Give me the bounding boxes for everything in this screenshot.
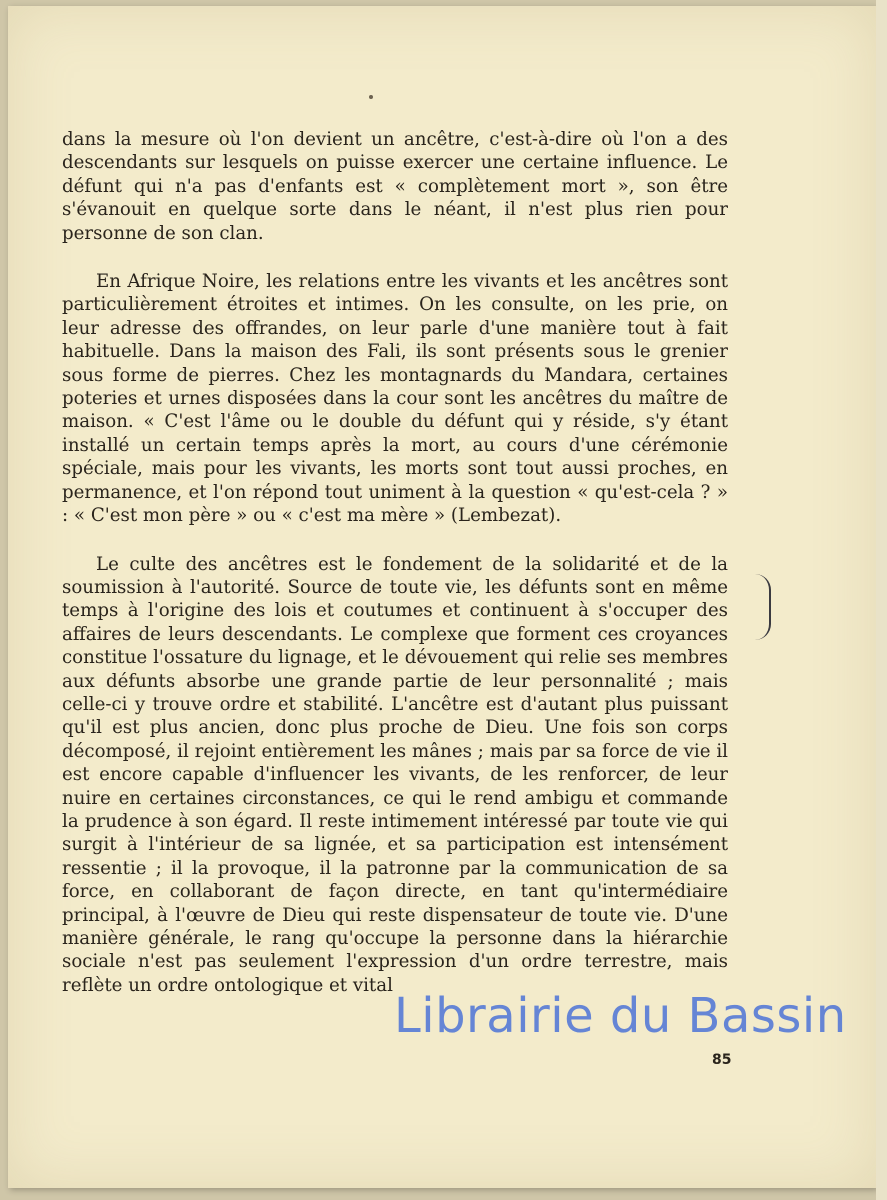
- paragraph-2: En Afrique Noire, les relations entre les vivants et les ancêtres sont particulièrement étroites et intimes. On les consulte, on les prie, on leur adresse des offrandes, on leur parle d'une manière tout à fait habituelle. Dans la maison des Fali, ils sont présents sous le grenier sous forme de pierres. Chez les montagnards du Mandara, certaines poteries et urnes disposées dans la cour sont les ancêtres du maître de maison. « C'est l'âme ou le double du défunt qui y réside, s'y étant installé un certain temps après la mort, au cours d'une cérémonie spéciale, mais pour les vivants, les morts sont tout aussi proches, en permanence, et l'on répond tout uniment à la question « qu'est-cela ? » : « C'est mon père » ou « c'est ma mère » (Lembezat).: [62, 271, 728, 527]
- paragraph-3: Le culte des ancêtres est le fondement de la solidarité et de la soumission à l'autorité. Source de toute vie, les défunts sont en même temps à l'origine des lois et coutumes et continuent à s'occuper des affaires de leurs descendants. Le complexe que forment ces croyances constitue l'ossature du lignage, et le dévouement qui relie ses membres aux défunts absorbe une grande partie de leur personnalité ; mais celle-ci y trouve ordre et stabilité. L'ancêtre est d'autant plus puissant qu'il est plus ancien, donc plus proche de Dieu. Une fois son corps décomposé, il rejoint entièrement les mânes ; mais par sa force de vie il est encore capable d'influencer les vivants, de les renforcer, de leur nuire en certaines circonstances, ce qui le rend ambigu et commande la prudence à son égard. Il reste intimement intéressé par toute vie qui surgit à l'intérieur de sa lignée, et sa participation est intensément ressentie ; il la provoque, il la patronne par la communication de sa force, en collaborant de façon directe, en tant qu'intermédiaire principal, à l'œuvre de Dieu qui reste dispensateur de toute vie. D'une manière générale, le rang qu'occupe la personne dans la hiérarchie sociale n'est pas seulement l'expression d'un ordre terrestre, mais reflète un ordre ontologique et vital: [62, 553, 728, 996]
- watermark: Librairie du Bassin: [394, 988, 847, 1044]
- paragraph-1: dans la mesure où l'on devient un ancêtre, c'est-à-dire où l'on a des descendants sur lesquels on puisse exercer une certaine influence. Le défunt qui n'a pas d'enfants est « complètement mort », son être s'évanouit en quelque sorte dans le néant, il n'est plus rien pour personne de son clan.: [62, 129, 728, 244]
- margin-bracket-mark: [755, 574, 771, 640]
- body-text: [62, 128, 728, 997]
- page-edge: [876, 0, 887, 1200]
- paper-speck: [369, 95, 373, 99]
- page-number: 85: [712, 1052, 732, 1068]
